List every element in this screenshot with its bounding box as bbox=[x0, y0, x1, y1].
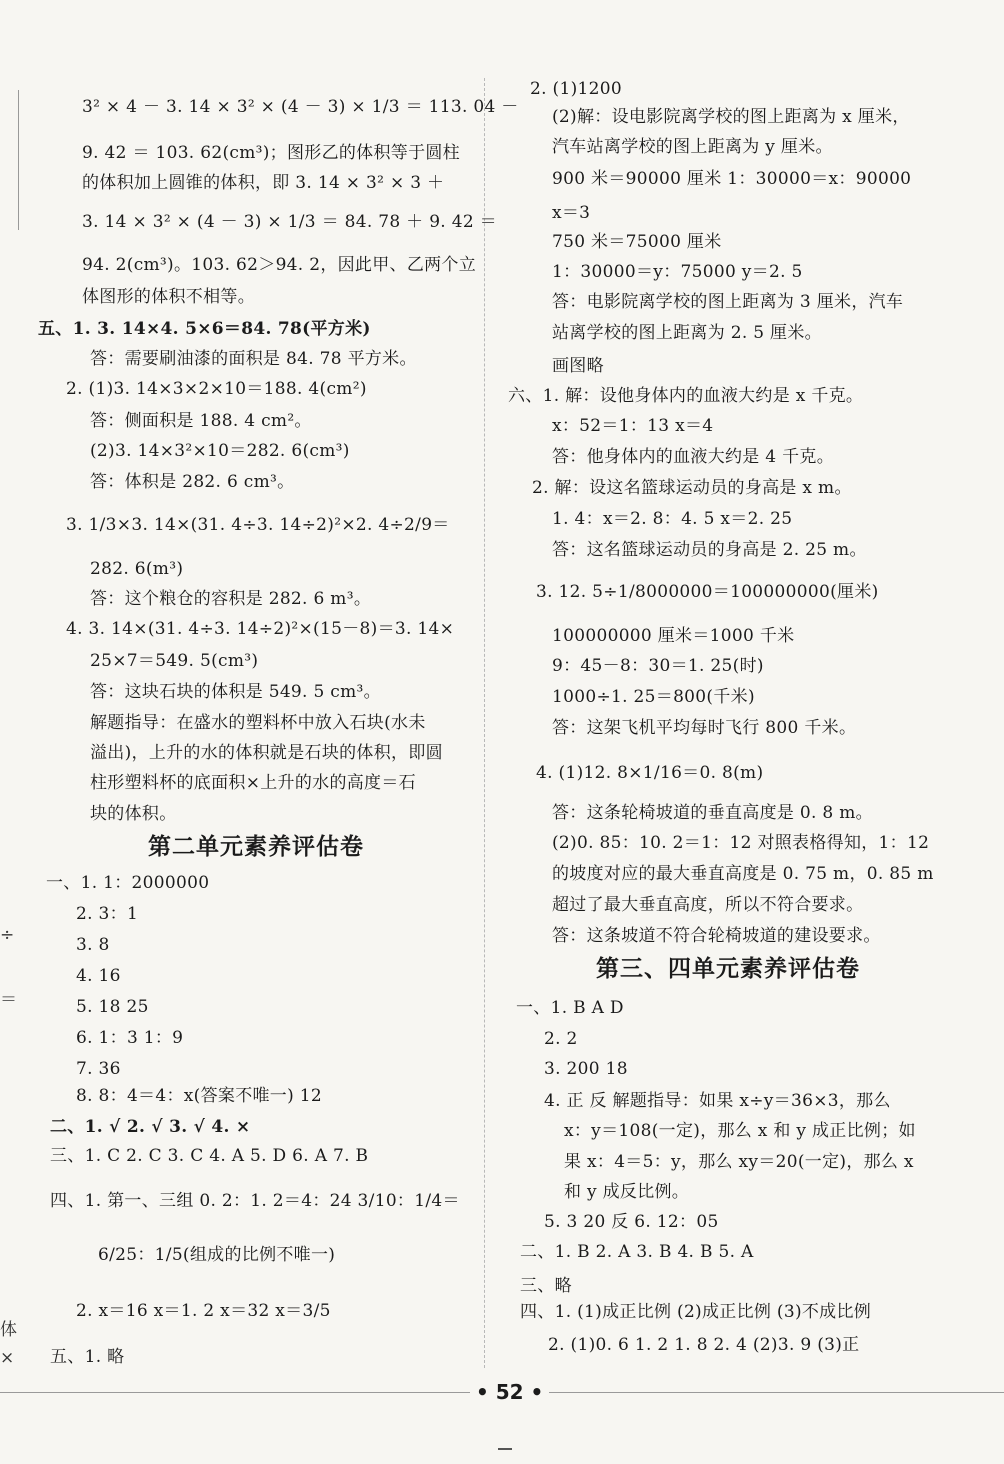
answer-line: 的体积加上圆锥的体积，即 3. 14 × 3² × 3 ＋ bbox=[82, 173, 445, 193]
answer-line: 3. 12. 5÷1/8000000＝100000000(厘米) bbox=[536, 582, 879, 602]
answer-line: 9：45－8：30＝1. 25(时) bbox=[552, 656, 764, 676]
section-title: 第三、四单元素养评估卷 bbox=[596, 956, 860, 982]
answer-line: 900 米＝90000 厘米 1：30000＝x：90000 bbox=[552, 169, 912, 189]
answer-line: 3. 1/3×3. 14×(31. 4÷3. 14÷2)²×2. 4÷2/9＝ bbox=[66, 515, 450, 535]
answer-line: 2. (1)0. 6 1. 2 1. 8 2. 4 (2)3. 9 (3)正 bbox=[548, 1335, 860, 1355]
answer-line: 4. 3. 14×(31. 4÷3. 14÷2)²×(15－8)＝3. 14× bbox=[66, 619, 455, 639]
answer-line: 四、1. (1)成正比例 (2)成正比例 (3)不成比例 bbox=[520, 1302, 872, 1322]
answer-line: 二、1. √ 2. √ 3. √ 4. × bbox=[50, 1117, 251, 1137]
binding-line bbox=[18, 90, 19, 230]
answer-line: 四、1. 第一、三组 0. 2：1. 2＝4：24 3/10：1/4＝ bbox=[50, 1191, 460, 1211]
answer-line: (2)3. 14×3²×10＝282. 6(cm³) bbox=[90, 441, 350, 461]
answer-line: 三、1. C 2. C 3. C 4. A 5. D 6. A 7. B bbox=[50, 1146, 369, 1166]
answer-line: 750 米＝75000 厘米 bbox=[552, 232, 722, 252]
answer-line: 答：侧面积是 188. 4 cm²。 bbox=[90, 411, 312, 431]
answer-line: 3² × 4 － 3. 14 × 3² × (4 － 3) × 1/3 ＝ 113. 04 － bbox=[82, 97, 519, 117]
footer-mark bbox=[498, 1448, 512, 1450]
answer-line: 站离学校的图上距离为 2. 5 厘米。 bbox=[552, 323, 822, 343]
answer-line: 汽车站离学校的图上距离为 y 厘米。 bbox=[552, 137, 833, 157]
answer-line: 4. 正 反 解题指导：如果 x÷y＝36×3，那么 bbox=[544, 1091, 891, 1111]
answer-line: 和 y 成反比例。 bbox=[564, 1182, 690, 1202]
answer-line: 答：这条轮椅坡道的垂直高度是 0. 8 m。 bbox=[552, 803, 873, 823]
answer-line: 2. 解：设这名篮球运动员的身高是 x m。 bbox=[532, 478, 852, 498]
answer-line: (2)解：设电影院离学校的图上距离为 x 厘米， bbox=[552, 107, 910, 127]
answer-line: 8. 8：4＝4：x(答案不唯一) 12 bbox=[76, 1086, 322, 1106]
answer-line: 282. 6(m³) bbox=[90, 559, 184, 579]
edge-fragment: ÷ bbox=[0, 925, 15, 945]
answer-line: 答：电影院离学校的图上距离为 3 厘米，汽车 bbox=[552, 292, 904, 312]
answer-line: 五、1. 略 bbox=[50, 1347, 125, 1367]
answer-line: 2. (1)1200 bbox=[530, 79, 622, 99]
answer-line: 二、1. B 2. A 3. B 4. B 5. A bbox=[520, 1242, 754, 1262]
answer-line: 答：需要刷油漆的面积是 84. 78 平方米。 bbox=[90, 349, 417, 369]
solution-hint: 块的体积。 bbox=[90, 804, 177, 824]
answer-line: 5. 3 20 反 6. 12：05 bbox=[544, 1212, 719, 1232]
answer-line: 六、1. 解：设他身体内的血液大约是 x 千克。 bbox=[508, 386, 864, 406]
answer-line: 答：这个粮仓的容积是 282. 6 m³。 bbox=[90, 589, 372, 609]
answer-line: x：y＝108(一定)，那么 x 和 y 成正比例；如 bbox=[564, 1121, 916, 1141]
answer-line: 6. 1：3 1：9 bbox=[76, 1028, 184, 1048]
answer-line: 一、1. 1：2000000 bbox=[46, 873, 210, 893]
answer-line: 100000000 厘米＝1000 千米 bbox=[552, 626, 795, 646]
edge-fragment: ＝ bbox=[0, 990, 17, 1010]
answer-line: 答：这块石块的体积是 549. 5 cm³。 bbox=[90, 682, 381, 702]
answer-line: 体图形的体积不相等。 bbox=[82, 287, 255, 307]
section-title: 第二单元素养评估卷 bbox=[148, 834, 364, 860]
answer-line: 2. 2 bbox=[544, 1029, 578, 1049]
answer-line: 一、1. B A D bbox=[516, 998, 624, 1018]
answer-line: 超过了最大垂直高度，所以不符合要求。 bbox=[552, 895, 864, 915]
answer-line: 答：体积是 282. 6 cm³。 bbox=[90, 472, 295, 492]
edge-fragment: × bbox=[0, 1348, 15, 1368]
solution-hint: 溢出)，上升的水的体积就是石块的体积，即圆 bbox=[90, 743, 443, 763]
answer-line: 画图略 bbox=[552, 356, 604, 376]
column-divider bbox=[484, 78, 485, 1368]
answer-line: 7. 36 bbox=[76, 1059, 121, 1079]
answer-line: x：52＝1：13 x＝4 bbox=[552, 416, 714, 436]
solution-hint: 柱形塑料杯的底面积×上升的水的高度＝石 bbox=[90, 773, 416, 793]
solution-hint: 解题指导：在盛水的塑料杯中放入石块(水未 bbox=[90, 713, 426, 733]
answer-line: 的坡度对应的最大垂直高度是 0. 75 m，0. 85 m bbox=[552, 864, 934, 884]
answer-line: 94. 2(cm³)。103. 62＞94. 2，因此甲、乙两个立 bbox=[82, 255, 477, 275]
answer-line: 1000÷1. 25＝800(千米) bbox=[552, 687, 755, 707]
answer-line: 答：这条坡道不符合轮椅坡道的建设要求。 bbox=[552, 926, 881, 946]
answer-line: 25×7＝549. 5(cm³) bbox=[90, 651, 259, 671]
answer-line: 2. (1)3. 14×3×2×10＝188. 4(cm²) bbox=[66, 379, 367, 399]
answer-line: 答：他身体内的血液大约是 4 千克。 bbox=[552, 447, 835, 467]
answer-line: 9. 42 ＝ 103. 62(cm³)；图形乙的体积等于圆柱 bbox=[82, 143, 460, 163]
answer-line: 1. 4：x＝2. 8：4. 5 x＝2. 25 bbox=[552, 509, 793, 529]
answer-line: 5. 18 25 bbox=[76, 997, 149, 1017]
answer-line: 4. (1)12. 8×1/16＝0. 8(m) bbox=[536, 763, 764, 783]
answer-line: 2. x＝16 x＝1. 2 x＝32 x＝3/5 bbox=[76, 1301, 331, 1321]
edge-fragment: 体 bbox=[0, 1320, 17, 1340]
answer-line: 3. 200 18 bbox=[544, 1059, 628, 1079]
answer-line: 三、略 bbox=[520, 1276, 572, 1296]
section-five-q1: 五、1. 3. 14×4. 5×6＝84. 78(平方米) bbox=[38, 319, 371, 339]
answer-line: 3. 14 × 3² × (4 － 3) × 1/3 ＝ 84. 78 ＋ 9. 42 ＝ bbox=[82, 212, 497, 232]
answer-line: 3. 8 bbox=[76, 935, 110, 955]
answer-line: 果 x：4＝5：y，那么 xy＝20(一定)，那么 x bbox=[564, 1152, 914, 1172]
answer-line: 6/25：1/5(组成的比例不唯一) bbox=[98, 1245, 336, 1265]
page-number: • 52 • bbox=[470, 1380, 549, 1404]
answer-line: 答：这名篮球运动员的身高是 2. 25 m。 bbox=[552, 540, 867, 560]
answer-line: x＝3 bbox=[552, 203, 591, 223]
answer-line: 2. 3：1 bbox=[76, 904, 139, 924]
answer-line: (2)0. 85：10. 2＝1：12 对照表格得知，1：12 bbox=[552, 833, 930, 853]
answer-line: 答：这架飞机平均每时飞行 800 千米。 bbox=[552, 718, 857, 738]
answer-line: 1：30000＝y：75000 y＝2. 5 bbox=[552, 262, 803, 282]
answer-line: 4. 16 bbox=[76, 966, 121, 986]
